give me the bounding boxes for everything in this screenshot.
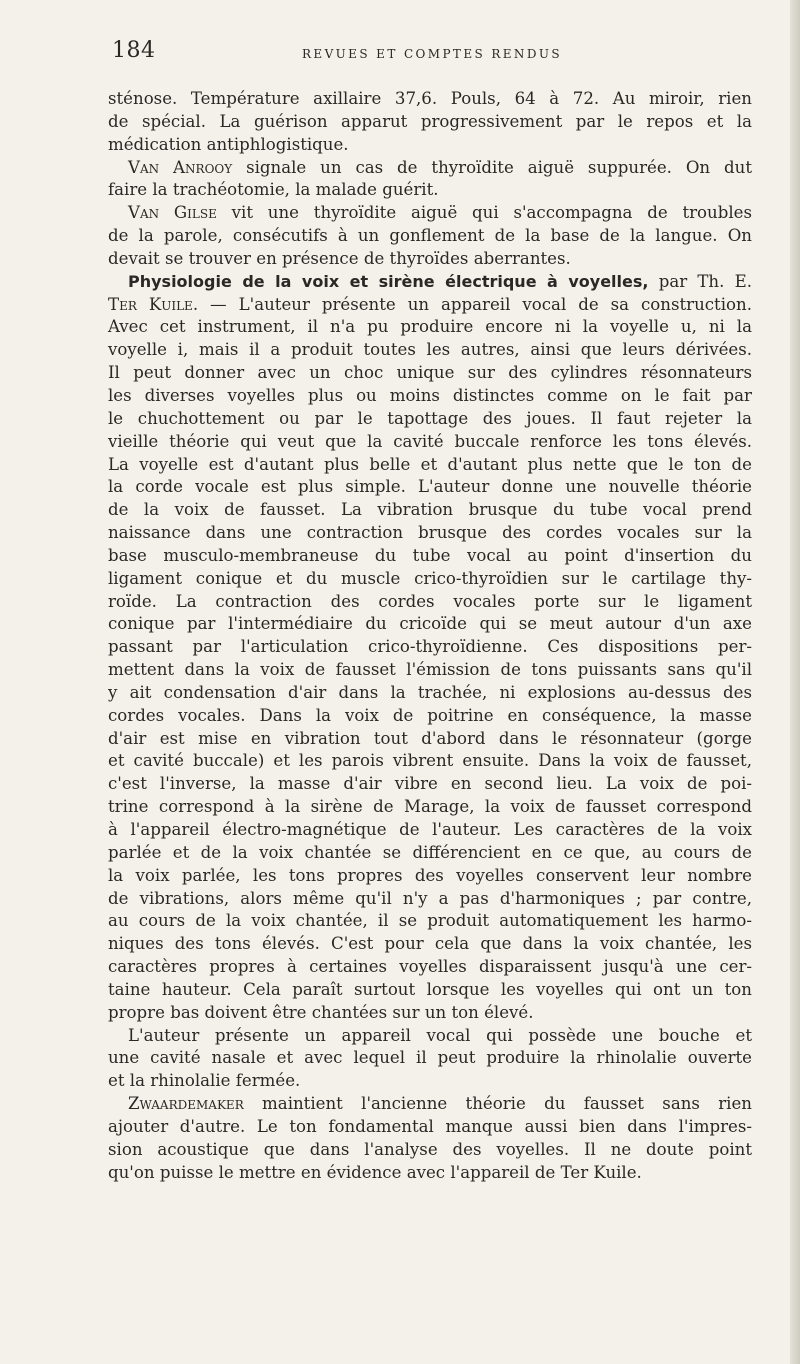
line-text: trine correspond à la sirène de Marage, la voix de fausset correspond (108, 797, 752, 817)
line-text: les diverses voyelles plus ou moins distinctes comme on le fait par (108, 385, 752, 405)
line-text: le chuchottement ou par le tapottage des joues. Il faut rejeter la (108, 408, 752, 428)
line-text: signale un cas de thyroïdite aiguë suppurée. On dut (232, 157, 752, 177)
line-text: de la parole, consécutifs à un gonflement de la base de la langue. On (108, 226, 752, 246)
text-line (108, 636, 752, 659)
line-text: L'auteur présente un appareil vocal qui possède une bouche et (128, 1025, 752, 1045)
body-text (108, 88, 752, 1185)
text-line (108, 613, 752, 636)
text-line (108, 545, 752, 568)
line-text: base musculo-membraneuse du tube vocal au point d'insertion du (108, 545, 752, 565)
line-text: voyelle i, mais il a produit toutes les autres, ainsi que leurs dérivées. (108, 340, 752, 360)
text-line (108, 385, 752, 408)
text-line (108, 408, 752, 431)
line-text: sténose. Température axillaire 37,6. Pouls, 64 à 72. Au miroir, rien (108, 89, 752, 108)
text-line (108, 339, 752, 362)
author-name: Van Gilse (128, 203, 217, 223)
line-text: conique par l'intermédiaire du cricoïde qui se meut autour d'un axe (108, 614, 752, 634)
author-name: Ter Kuile (108, 294, 193, 314)
text-line (108, 362, 752, 385)
line-text: Il peut donner avec un choc unique sur des cylindres résonnateurs (108, 363, 752, 383)
text-line (108, 476, 752, 499)
author-name: Zwaardemaker (128, 1094, 244, 1114)
text-line (108, 1093, 752, 1116)
line-text: cordes vocales. Dans la voix de poitrine en conséquence, la masse (108, 705, 752, 725)
line-text: roïde. La contraction des cordes vocales porte sur le ligament (108, 591, 752, 611)
text-line (108, 134, 752, 157)
line-text: une cavité nasale et avec lequel il peut produire la rhinolalie ouverte (108, 1048, 752, 1068)
line-text: naissance dans une contraction brusque des cordes vocales sur la (108, 523, 752, 543)
line-text: mettent dans la voix de fausset l'émission de tons puissants sans qu'il (108, 660, 752, 680)
text-line (108, 157, 752, 180)
author-name: Van Anrooy (128, 157, 233, 177)
text-line (108, 933, 752, 956)
text-line (108, 773, 752, 796)
text-line (108, 454, 752, 477)
page-number: 184 (112, 38, 156, 63)
text-line (108, 796, 752, 819)
line-text: . — L'auteur présente un appareil vocal de sa construction. (192, 294, 752, 314)
line-text: la corde vocale est plus simple. L'auteur donne une nouvelle théorie (108, 477, 752, 497)
text-line (108, 316, 752, 339)
text-line (108, 1047, 752, 1070)
text-line (108, 979, 752, 1002)
line-text: médication antiphlogistique. (108, 134, 349, 154)
text-line (108, 956, 752, 979)
running-head: REVUES ET COMPTES RENDUS (302, 47, 562, 61)
line-text: vit une thyroïdite aiguë qui s'accompagna de troubles (216, 203, 752, 223)
line-text: caractères propres à certaines voyelles disparaissent jusqu'à une cer- (108, 957, 752, 977)
text-line (108, 271, 752, 294)
line-text: à l'appareil électro-magnétique de l'auteur. Les caractères de la voix (108, 820, 752, 839)
line-text: devait se trouver en présence de thyroïdes aberrantes. (108, 248, 571, 268)
line-text: de la voix de fausset. La vibration brusque du tube vocal prend (108, 500, 752, 520)
line-text: parlée et de la voix chantée se différencient en ce que, au cours de (108, 842, 752, 862)
text-line (108, 842, 752, 865)
line-text: passant par l'articulation crico-thyroïdienne. Ces dispositions per- (108, 637, 752, 657)
text-line (108, 705, 752, 728)
text-line (108, 225, 752, 248)
line-text: sion acoustique que dans l'analyse des voyelles. Il ne doute point (108, 1139, 752, 1159)
text-line (108, 1116, 752, 1139)
text-line (108, 88, 752, 111)
text-line (108, 179, 752, 202)
line-text: et cavité buccale) et les parois vibrent ensuite. Dans la voix de fausset, (108, 751, 752, 771)
text-line (108, 1162, 752, 1185)
line-text: niques des tons élevés. C'est pour cela que dans la voix chantée, les (108, 934, 752, 954)
text-line (108, 682, 752, 705)
line-text: ligament conique et du muscle crico-thyroïdien sur le cartilage thy- (108, 568, 752, 588)
line-text: de spécial. La guérison apparut progressivement par le repos et la (108, 111, 752, 131)
text-line (108, 431, 752, 454)
line-text: propre bas doivent être chantées sur un ton élevé. (108, 1002, 534, 1022)
line-text: vieille théorie qui veut que la cavité buccale renforce les tons élevés. (108, 431, 752, 451)
line-text: et la rhinolalie fermée. (108, 1071, 301, 1091)
line-text: de vibrations, alors même qu'il n'y a pas d'harmoniques ; par contre, (108, 888, 752, 908)
text-line (108, 499, 752, 522)
line-text: au cours de la voix chantée, il se produit automatiquement les harmo- (108, 911, 752, 931)
text-line (108, 888, 752, 911)
line-text: Avec cet instrument, il n'a pu produire encore ni la voyelle u, ni la (108, 317, 752, 337)
line-text: maintient l'ancienne théorie du fausset sans rien (243, 1094, 752, 1114)
line-text: ajouter d'autre. Le ton fondamental manque aussi bien dans l'impres- (108, 1116, 752, 1136)
text-line (108, 294, 752, 317)
line-text: c'est l'inverse, la masse d'air vibre en second lieu. La voix de poi- (108, 774, 752, 794)
text-line (108, 1002, 752, 1025)
text-line (108, 659, 752, 682)
text-line (108, 865, 752, 888)
line-text: par Th. E. (648, 271, 752, 291)
text-line (108, 111, 752, 134)
line-text: qu'on puisse le mettre en évidence avec l'appareil de Ter Kuile. (108, 1162, 642, 1182)
text-line (108, 202, 752, 225)
text-line (108, 910, 752, 933)
text-line (108, 1025, 752, 1048)
line-text: y ait condensation d'air dans la trachée, ni explosions au-dessus des (108, 682, 752, 702)
section-title: Physiologie de la voix et sirène électrique à voyelles, (128, 271, 649, 291)
text-line (108, 591, 752, 614)
text-line (108, 819, 752, 842)
page-edge-shadow (790, 0, 800, 1364)
text-line (108, 522, 752, 545)
text-line (108, 1070, 752, 1093)
line-text: la voix parlée, les tons propres des voyelles conservent leur nombre (108, 865, 752, 885)
text-line (108, 750, 752, 773)
line-text: La voyelle est d'autant plus belle et d'autant plus nette que le ton de (108, 454, 752, 474)
text-line (108, 1139, 752, 1162)
page-header (112, 38, 752, 68)
line-text: faire la trachéotomie, la malade guérit. (108, 180, 439, 200)
text-line (108, 248, 752, 271)
line-text: d'air est mise en vibration tout d'abord dans le résonnateur (gorge (108, 728, 752, 748)
text-line (108, 568, 752, 591)
text-line (108, 728, 752, 751)
line-text: taine hauteur. Cela paraît surtout lorsque les voyelles qui ont un ton (108, 979, 752, 999)
